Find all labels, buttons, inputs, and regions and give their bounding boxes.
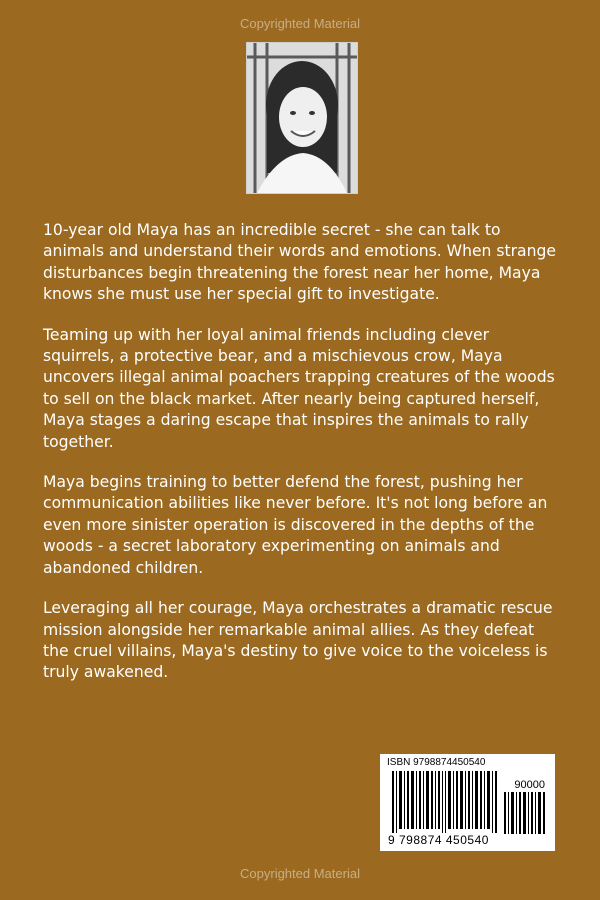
copyright-watermark-bottom: Copyrighted Material — [240, 866, 360, 881]
isbn-barcode — [380, 754, 555, 851]
copyright-watermark-top: Copyrighted Material — [240, 16, 360, 31]
blurb-paragraph-3: Maya begins training to better defend the forest, pushing her communication abilities like never before. It's not long before an even more sinister operation is discovered in the depths of the woods - a secret laboratory experimenting on animals and abandoned children. — [43, 473, 548, 577]
isbn-digits: 9 798874 450540 — [388, 833, 489, 847]
isbn-label: ISBN 9798874450540 — [387, 757, 486, 768]
barcode-bars — [392, 771, 502, 833]
price-barcode-bars — [504, 792, 548, 834]
back-cover-blurb — [43, 220, 563, 703]
blurb-paragraph-4: Leveraging all her courage, Maya orchestrates a dramatic rescue mission alongside her remarkable animal allies. As they defeat the cruel villains, Maya's destiny to give voice to the voiceless is truly awakened. — [43, 599, 553, 682]
blurb-paragraph-1: 10-year old Maya has an incredible secret - she can talk to animals and understand their words and emotions. When strange disturbances begin threatening the forest near her home, Maya knows she must use her special gift to investigate. — [43, 221, 556, 304]
price-code: 90000 — [514, 779, 545, 791]
blurb-paragraph-2: Teaming up with her loyal animal friends including clever squirrels, a protective bear, and a mischievous crow, Maya uncovers illegal animal poachers trapping creatures of the woods to sell on the black market. After nearly being captured herself, Maya stages a daring escape that inspires the animals to rally together. — [43, 325, 555, 451]
author-photo — [246, 42, 358, 194]
